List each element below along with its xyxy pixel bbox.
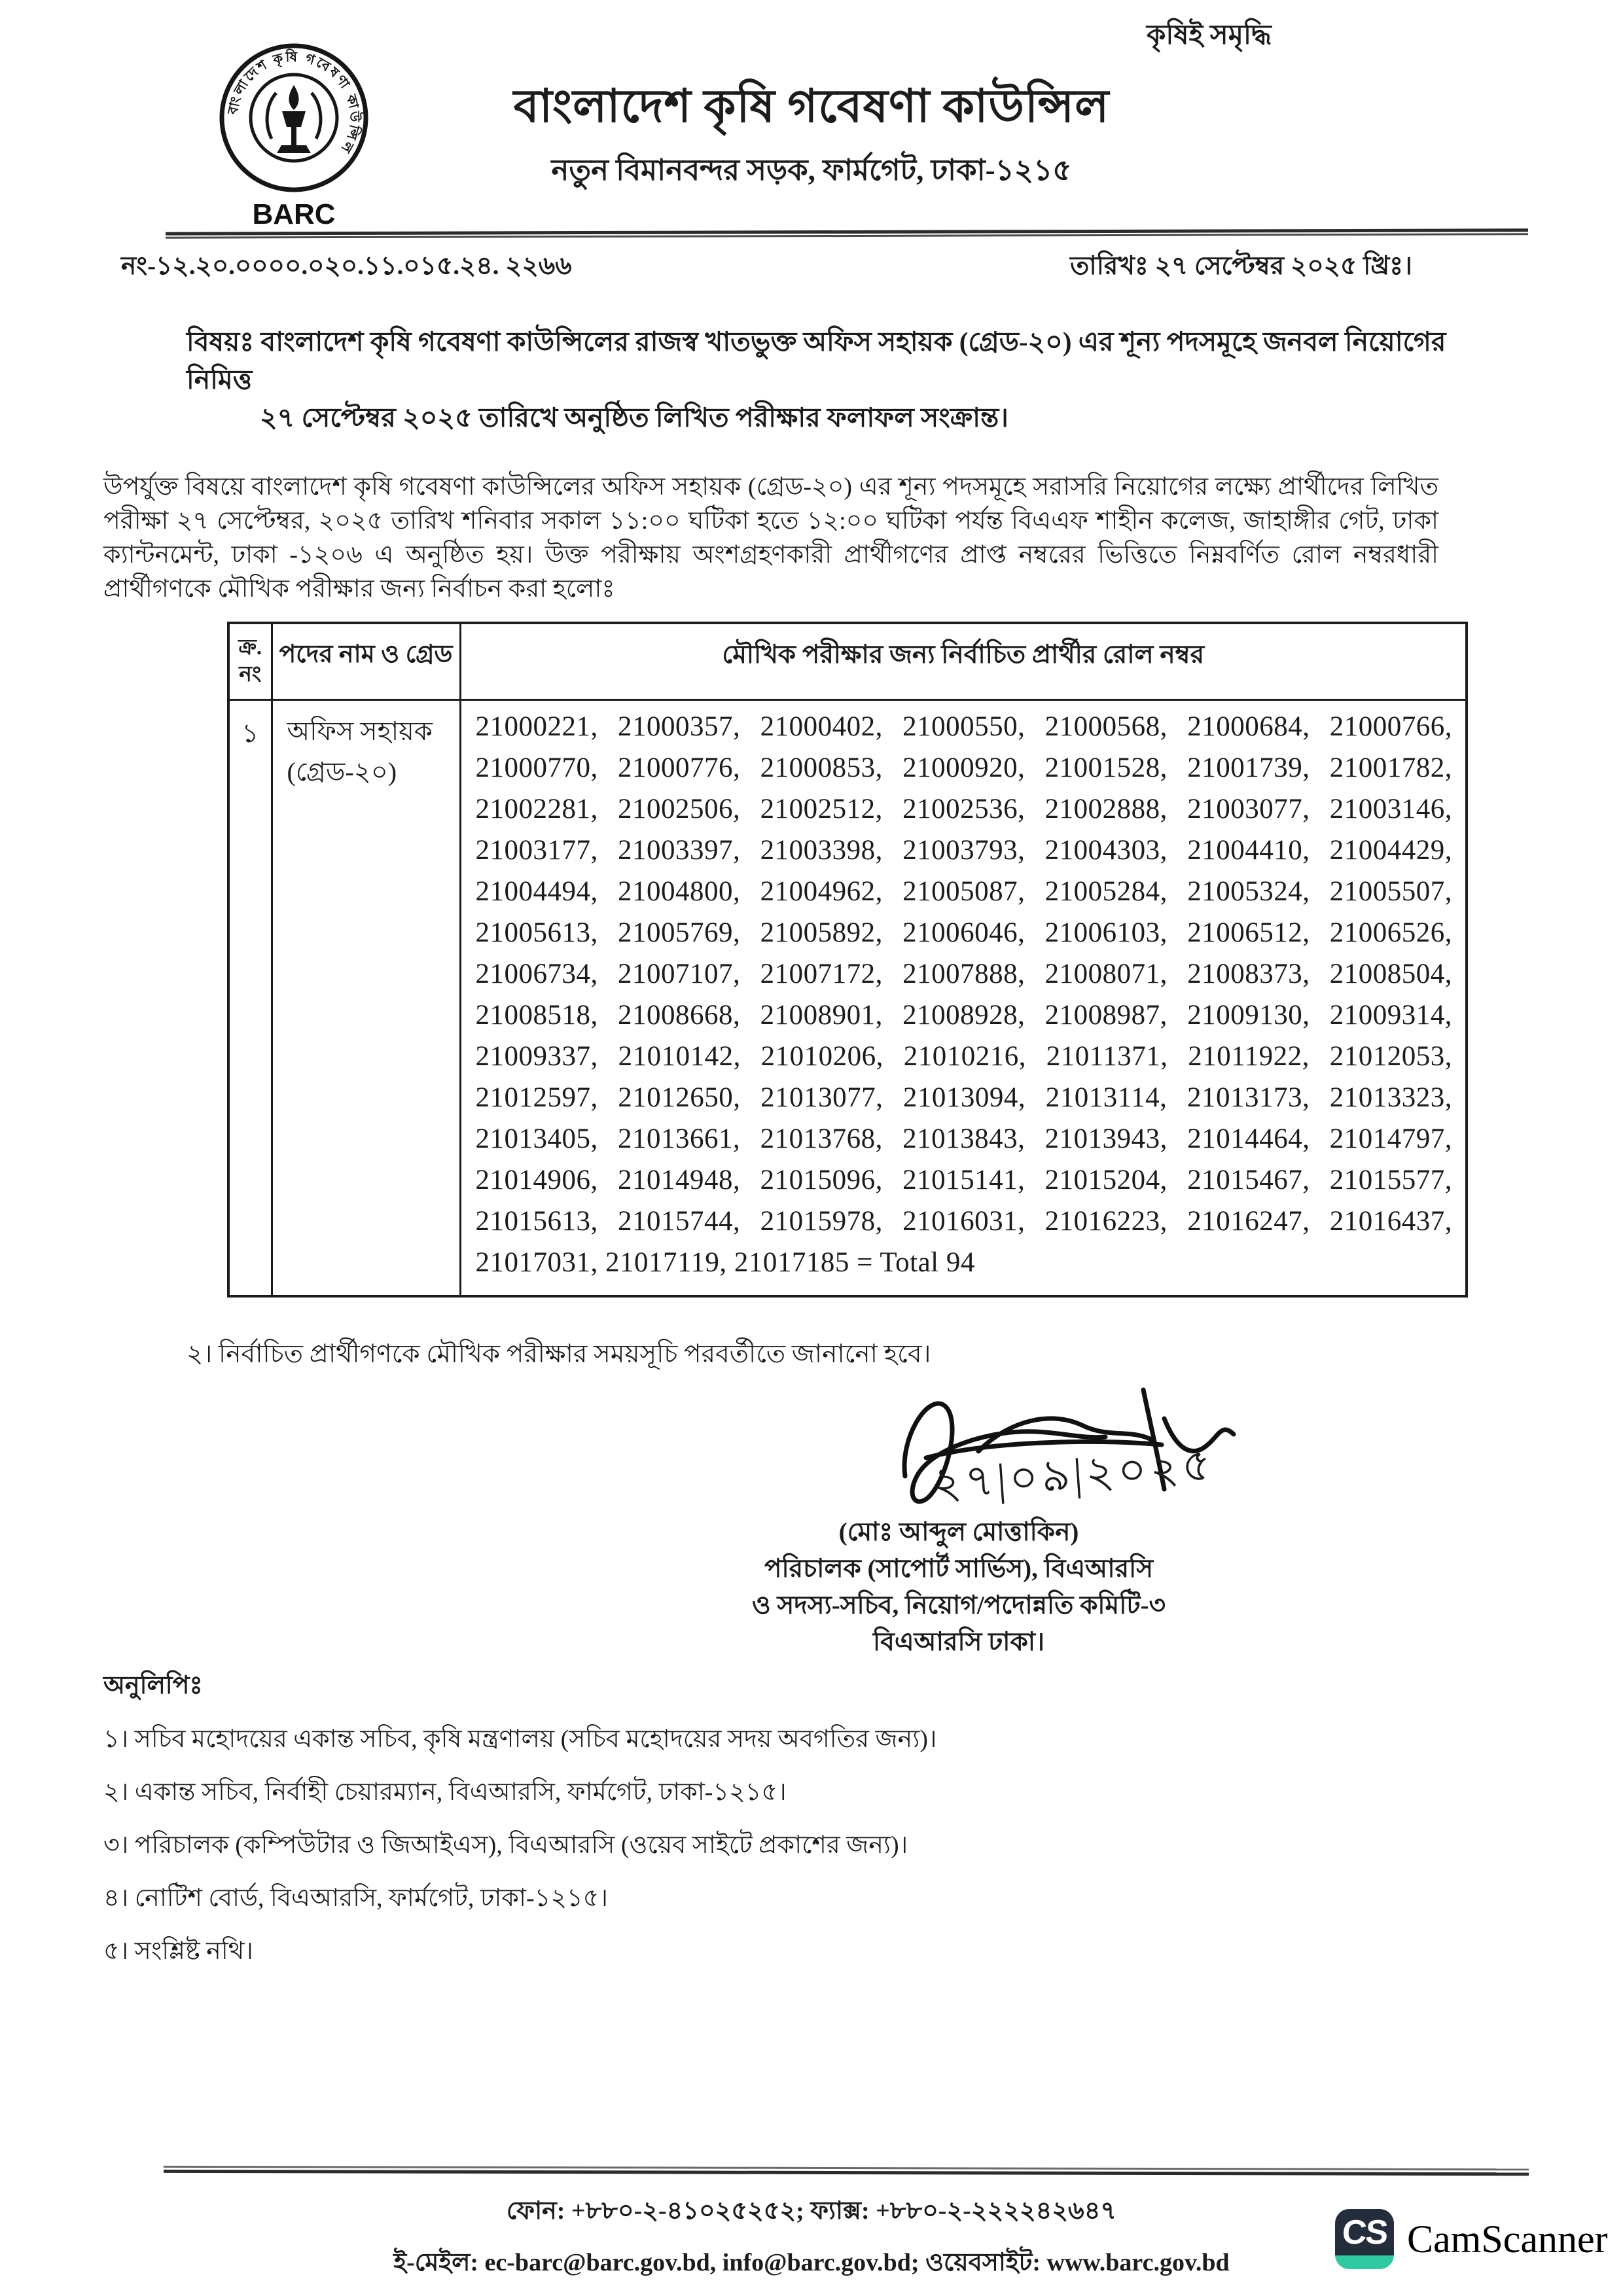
signature-date-handwritten: ২৭|০৯|২০২৫: [931, 1439, 1216, 1510]
note-line: ২। নির্বাচিত প্রার্থীগণকে মৌখিক পরীক্ষার সময়সূচি পরবর্তীতে জানানো হবে।: [187, 1340, 931, 1369]
signatory-name: (মোঃ আব্দুল মোত্তাকিন): [838, 1518, 1079, 1547]
subject-line1: বিষয়ঃ বাংলাদেশ কৃষি গবেষণা কাউন্সিলের রাজস্ব খাতভুক্ত অফিস সহায়ক (গ্রেড-২০) এর শূন্য পদসমূহে জনবল নিয়োগের নিমিত্ত: [187, 327, 1446, 395]
cc-item-1: ১। সচিব মহোদয়ের একান্ত সচিব, কৃষি মন্ত্রণালয় (সচিব মহোদয়ের সদয় অবগতির জন্য)।: [103, 1725, 937, 1754]
signatory-title-2: ও সদস্য-সচিব, নিয়োগ/পদোন্নতি কমিটি-৩: [752, 1591, 1166, 1620]
cc-heading: অনুলিপিঃ: [103, 1672, 203, 1700]
camscanner-icon: CS: [1335, 2209, 1394, 2269]
cc-list: [103, 1666, 1544, 1973]
logo-ring-text: বাংলাদেশ কৃষি গবেষণা কাউন্সিল: [224, 48, 363, 157]
camscanner-watermark: [1335, 2209, 1608, 2269]
signatory-title-1: পরিচালক (সাপোর্ট সার্ভিস), বিএআরসি: [764, 1555, 1153, 1583]
cc-item-2: ২। একান্ত সচিব, নির্বাহী চেয়ারম্যান, বিএআরসি, ফার্মগেট, ঢাকা-১২১৫।: [103, 1778, 787, 1807]
memo-date: তারিখঃ ২৭ সেপ্টেম্বর ২০২৫ খ্রিঃ।: [1070, 252, 1412, 280]
footer-divider: [164, 2166, 1529, 2176]
table-row: [228, 700, 1467, 1297]
col-header-rolls: মৌখিক পরীক্ষার জন্য নির্বাচিত প্রার্থীর রোল নম্বর: [460, 623, 1467, 700]
body-paragraph: উপর্যুক্ত বিষয়ে বাংলাদেশ কৃষি গবেষণা কাউন্সিলের অফিস সহায়ক (গ্রেড-২০) এর শূন্য পদসমূহে সরাসরি নিয়োগের লক্ষ্যে প্রার্থীদের লিখিত পরীক্ষা ২৭ সেপ্টেম্বর, ২০২৫ তারিখ শনিবার সকাল ১১:০০ ঘটিকা হতে ১২:০০ ঘটিকা পর্যন্ত বিএএফ শাহীন কলেজ, জাহাঙ্গীর গেট, ঢাকা ক্যান্টনমেন্ট, ঢাকা -১২০৬ এ অনুষ্ঠিত হয়। উক্ত পরীক্ষায় অংশগ্রহণকারী প্রার্থীগণের প্রাপ্ত নম্বরের ভিত্তিতে নিম্নবর্ণিত রোল নম্বরধারী প্রার্থীগণকে মৌখিক পরীক্ষার জন্য নির্বাচন করা হলোঃ: [103, 472, 1438, 603]
cc-item-4: ৪। নোটিশ বোর্ড, বিএআরসি, ফার্মগেট, ঢাকা-১২১৫।: [103, 1884, 608, 1913]
letterhead: [0, 0, 1623, 230]
cc-item-5: ৫। সংশ্লিষ্ট নথি।: [103, 1937, 253, 1966]
col-header-serial: ক্র. নং: [228, 623, 272, 700]
org-address: নতুন বিমানবন্দর সড়ক, ফার্মগেট, ঢাকা-১২১৫: [551, 154, 1072, 186]
subject-block: [187, 323, 1469, 437]
serial-cell: ১: [228, 700, 272, 1297]
roll-numbers-cell: 21000221, 21000357, 21000402, 21000550, 21000568, 21000684, 21000766, 21000770, 21000776, 21000853, 21000920, 21001528, 21001739, 21001782, 21002281, 21002506, 21002512, 21002536, 21002888, 21003077, 21003146, 21003177, 21003397, 21003398, 21003793, 21004303, 21004410, 21004429, 21004494, 21004800, 21004962, 21005087, 21005284, 21005324, 21005507, 21005613, 21005769, 21005892, 21006046, 21006103, 21006512, 21006526, 21006734, 21007107, 21007172, 21007888, 21008071, 21008373, 21008504, 21008518, 21008668, 21008901, 21008928, 21008987, 21009130, 21009314, 21009337, 21010142, 21010206, 21010216, 21011371, 21011922, 21012053, 21012597, 21012650, 21013077, 21013094, 21013114, 21013173, 21013323, 21013405, 21013661, 21013768, 21013843, 21013943, 21014464, 21014797, 21014906, 21014948, 21015096, 21015141, 21015204, 21015467, 21015577, 21015613, 21015744, 21015978, 21016031, 21016223, 21016247, 21016437, 21017031, 21017119, 21017185 = Total 94: [460, 700, 1467, 1297]
col-header-post: পদের নাম ও গ্রেড: [272, 623, 460, 700]
signatory-details: [687, 1514, 1230, 1661]
ref-date-row: [121, 246, 1412, 289]
post-cell: অফিস সহায়ক (গ্রেড-২০): [272, 700, 460, 1297]
org-motto: কৃষিই সমৃদ্ধি: [1147, 20, 1272, 50]
logo-acronym: BARC: [252, 198, 336, 230]
memo-number: নং-১২.২০.০০০০.০২০.১১.০১৫.২৪. ২২৬৬: [121, 252, 572, 280]
subject-line2: ২৭ সেপ্টেম্বর ২০২৫ তারিখে অনুষ্ঠিত লিখিত পরীক্ষার ফলাফল সংক্রান্ত।: [260, 402, 1008, 433]
signatory-title-3: বিএআরসি ঢাকা।: [872, 1628, 1045, 1657]
camscanner-label: CamScanner: [1407, 2217, 1608, 2261]
signature-block: [687, 1379, 1230, 1662]
footer-phone-fax: ফোন: +৮৮০-২-৪১০২৫২৫২; ফ্যাক্স: +৮৮০-২-২২২২৪২৬৪৭: [506, 2197, 1117, 2225]
footer-email-web: ই-মেইল: ec-barc@barc.gov.bd, info@barc.gov.bd; ওয়েবসাইট: www.barc.gov.bd: [393, 2249, 1230, 2277]
results-table: [227, 622, 1468, 1298]
table-header-row: [228, 623, 1467, 700]
cc-item-3: ৩। পরিচালক (কম্পিউটার ও জিআইএস), বিএআরসি (ওয়েব সাইটে প্রকাশের জন্য)।: [103, 1831, 908, 1860]
org-name: বাংলাদেশ কৃষি গবেষণা কাউন্সিল: [513, 82, 1110, 132]
